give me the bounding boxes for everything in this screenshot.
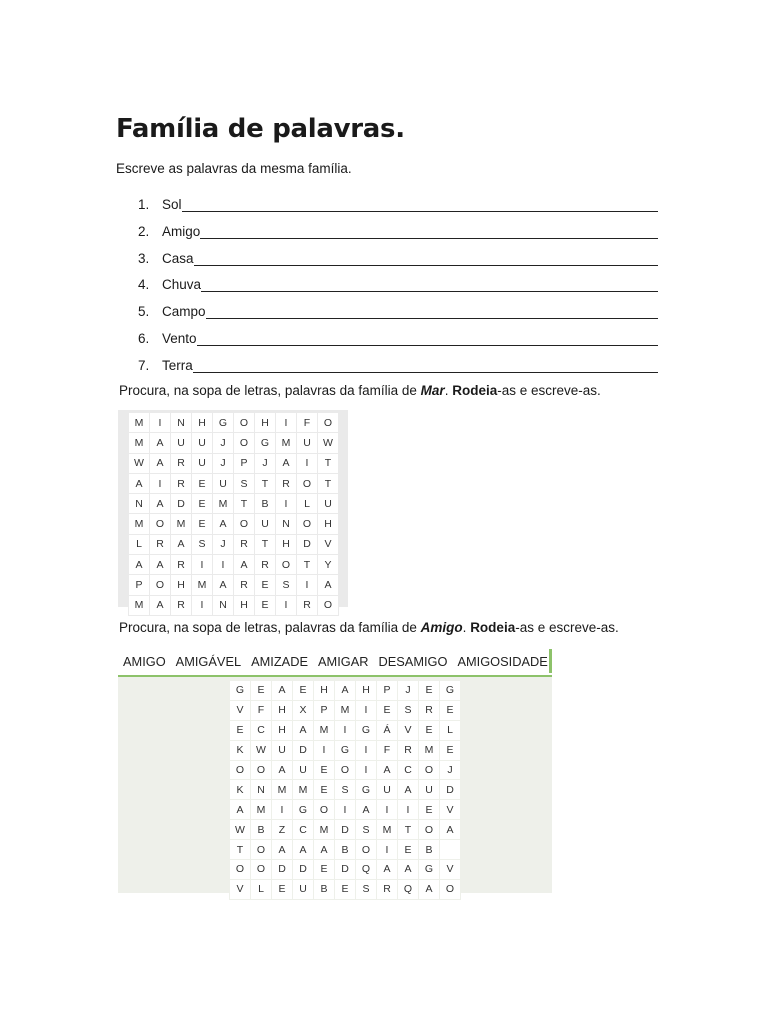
letter-cell[interactable]: E — [272, 879, 293, 899]
letter-cell[interactable]: T — [234, 494, 255, 514]
letter-cell[interactable]: O — [297, 514, 318, 534]
grid-row — [230, 681, 461, 701]
grid-row — [129, 575, 339, 595]
letter-cell[interactable]: Q — [398, 879, 419, 899]
letter-cell[interactable] — [440, 840, 461, 860]
letter-cell[interactable]: O — [318, 413, 339, 433]
letter-cell[interactable]: F — [377, 740, 398, 760]
letter-cell[interactable]: R — [377, 879, 398, 899]
letter-cell[interactable]: O — [297, 473, 318, 493]
letter-cell[interactable]: C — [251, 720, 272, 740]
letter-cell[interactable]: A — [129, 555, 150, 575]
letter-cell[interactable]: O — [314, 800, 335, 820]
list-item-word: Chuva — [162, 277, 202, 293]
grid-row — [230, 860, 461, 880]
grid-row — [230, 800, 461, 820]
letter-cell[interactable]: D — [297, 534, 318, 554]
letter-cell[interactable]: G — [255, 433, 276, 453]
letter-cell[interactable]: T — [398, 820, 419, 840]
page-title: Família de palavras. — [116, 114, 405, 144]
letter-cell[interactable]: B — [314, 879, 335, 899]
answer-line[interactable] — [194, 251, 658, 266]
letter-cell[interactable]: N — [213, 595, 234, 615]
letter-cell[interactable]: O — [318, 595, 339, 615]
letter-cell[interactable]: O — [251, 840, 272, 860]
letter-cell[interactable]: R — [150, 534, 171, 554]
grid-row — [129, 494, 339, 514]
letter-cell[interactable]: N — [251, 780, 272, 800]
letter-cell[interactable]: A — [314, 840, 335, 860]
letter-cell[interactable]: A — [171, 534, 192, 554]
letter-cell[interactable]: O — [230, 860, 251, 880]
word-bank-edge — [549, 649, 552, 673]
letter-cell[interactable]: O — [419, 760, 440, 780]
letter-cell[interactable]: R — [297, 595, 318, 615]
letter-cell[interactable]: E — [419, 720, 440, 740]
letter-cell[interactable]: I — [192, 555, 213, 575]
letter-cell[interactable]: A — [398, 860, 419, 880]
grid-row — [230, 700, 461, 720]
letter-cell[interactable]: A — [150, 433, 171, 453]
letter-cell[interactable]: V — [398, 720, 419, 740]
letter-cell[interactable]: G — [213, 413, 234, 433]
list-item-number: 2. — [138, 223, 150, 239]
letter-cell[interactable]: P — [129, 575, 150, 595]
letter-cell[interactable]: A — [318, 575, 339, 595]
word-bank-item: AMIGÁVEL — [175, 653, 242, 669]
letter-cell[interactable]: E — [192, 494, 213, 514]
letter-cell[interactable]: B — [251, 820, 272, 840]
letter-grid-mar — [128, 412, 339, 616]
letter-cell[interactable]: O — [251, 860, 272, 880]
letter-cell[interactable]: G — [335, 740, 356, 760]
word-search-amigo — [118, 647, 552, 896]
answer-line[interactable] — [197, 331, 658, 346]
letter-cell[interactable]: A — [419, 879, 440, 899]
list-item — [138, 304, 658, 331]
grid-row — [230, 740, 461, 760]
list-item-number: 7. — [138, 357, 150, 373]
letter-cell[interactable]: T — [255, 473, 276, 493]
letter-cell[interactable]: A — [293, 720, 314, 740]
letter-cell[interactable]: O — [234, 433, 255, 453]
answer-line[interactable] — [206, 304, 658, 319]
grid-row — [129, 413, 339, 433]
letter-cell[interactable]: E — [440, 740, 461, 760]
letter-cell[interactable]: G — [440, 681, 461, 701]
letter-cell[interactable]: R — [171, 555, 192, 575]
letter-cell[interactable]: E — [255, 595, 276, 615]
letter-cell[interactable]: V — [440, 860, 461, 880]
letter-cell[interactable]: E — [419, 800, 440, 820]
letter-cell[interactable]: O — [234, 413, 255, 433]
word-bank-item: AMIGAR — [318, 653, 369, 669]
letter-cell[interactable]: Z — [272, 820, 293, 840]
letter-cell[interactable]: R — [419, 700, 440, 720]
letter-cell[interactable]: H — [234, 595, 255, 615]
letter-cell[interactable]: P — [234, 453, 255, 473]
letter-cell[interactable]: A — [276, 453, 297, 473]
letter-cell[interactable]: L — [440, 720, 461, 740]
letter-cell[interactable]: I — [398, 800, 419, 820]
letter-cell[interactable]: R — [234, 534, 255, 554]
letter-cell[interactable]: T — [297, 555, 318, 575]
letter-cell[interactable]: O — [335, 760, 356, 780]
letter-cell[interactable]: A — [272, 760, 293, 780]
letter-cell[interactable]: I — [356, 700, 377, 720]
letter-cell[interactable]: G — [230, 681, 251, 701]
letter-cell[interactable]: W — [318, 433, 339, 453]
list-item-number: 4. — [138, 277, 150, 293]
letter-cell[interactable]: E — [377, 700, 398, 720]
letter-cell[interactable]: I — [377, 800, 398, 820]
letter-cell[interactable]: R — [398, 740, 419, 760]
letter-cell[interactable]: M — [129, 413, 150, 433]
letter-cell[interactable]: O — [230, 760, 251, 780]
letter-cell[interactable]: I — [276, 413, 297, 433]
letter-cell[interactable]: S — [276, 575, 297, 595]
letter-cell[interactable]: O — [419, 820, 440, 840]
letter-cell[interactable]: E — [255, 575, 276, 595]
letter-cell[interactable]: H — [276, 534, 297, 554]
letter-cell[interactable]: A — [230, 800, 251, 820]
letter-cell[interactable]: H — [255, 413, 276, 433]
letter-cell[interactable]: U — [171, 433, 192, 453]
letter-cell[interactable]: T — [318, 473, 339, 493]
letter-cell[interactable]: U — [293, 760, 314, 780]
letter-cell[interactable]: D — [272, 860, 293, 880]
letter-cell[interactable]: U — [192, 453, 213, 473]
letter-cell[interactable]: I — [276, 595, 297, 615]
letter-cell[interactable]: D — [171, 494, 192, 514]
letter-cell[interactable]: U — [318, 494, 339, 514]
letter-cell[interactable]: G — [293, 800, 314, 820]
letter-cell[interactable]: B — [419, 840, 440, 860]
letter-cell[interactable]: O — [150, 514, 171, 534]
letter-cell[interactable]: M — [314, 820, 335, 840]
answer-line[interactable] — [193, 358, 658, 373]
letter-cell[interactable]: E — [192, 473, 213, 493]
instruction-amigo: Procura, na sopa de letras, palavras da família de Amigo. Rodeia-as e escreve-as. — [119, 620, 619, 635]
letter-cell[interactable]: E — [230, 720, 251, 740]
grid-row — [129, 534, 339, 554]
letter-cell[interactable]: W — [129, 453, 150, 473]
letter-cell[interactable]: E — [314, 860, 335, 880]
letter-cell[interactable]: M — [251, 800, 272, 820]
letter-cell[interactable]: A — [377, 760, 398, 780]
word-bank-item: DESAMIGO — [378, 653, 448, 669]
letter-cell[interactable]: U — [192, 433, 213, 453]
letter-cell[interactable]: A — [272, 840, 293, 860]
letter-cell[interactable]: N — [276, 514, 297, 534]
list-item — [138, 197, 658, 224]
letter-cell[interactable]: L — [297, 494, 318, 514]
letter-cell[interactable]: M — [293, 780, 314, 800]
letter-cell[interactable]: B — [335, 840, 356, 860]
letter-cell[interactable]: M — [192, 575, 213, 595]
letter-cell[interactable]: V — [230, 700, 251, 720]
letter-cell[interactable]: H — [272, 700, 293, 720]
letter-cell[interactable]: B — [255, 494, 276, 514]
word-bank-item: AMIZADE — [251, 653, 308, 669]
letter-cell[interactable]: J — [255, 453, 276, 473]
letter-cell[interactable]: S — [398, 700, 419, 720]
letter-cell[interactable]: A — [150, 494, 171, 514]
letter-cell[interactable]: O — [440, 879, 461, 899]
letter-cell[interactable]: D — [335, 820, 356, 840]
letter-cell[interactable]: M — [335, 700, 356, 720]
letter-cell[interactable]: M — [171, 514, 192, 534]
letter-cell[interactable]: M — [129, 595, 150, 615]
letter-cell[interactable]: U — [297, 433, 318, 453]
list-item-word: Amigo — [162, 223, 201, 239]
letter-cell[interactable]: A — [398, 780, 419, 800]
letter-cell[interactable]: D — [335, 860, 356, 880]
letter-cell[interactable]: E — [251, 681, 272, 701]
letter-cell[interactable]: D — [293, 740, 314, 760]
grid-row — [129, 473, 339, 493]
grid-row — [129, 595, 339, 615]
letter-cell[interactable]: F — [251, 700, 272, 720]
letter-cell[interactable]: W — [251, 740, 272, 760]
letter-cell[interactable]: S — [234, 473, 255, 493]
letter-cell[interactable]: H — [356, 681, 377, 701]
answer-line[interactable] — [201, 277, 658, 292]
letter-cell[interactable]: P — [377, 681, 398, 701]
list-item — [138, 277, 658, 304]
letter-cell[interactable]: H — [318, 514, 339, 534]
letter-cell[interactable]: M — [419, 740, 440, 760]
letter-cell[interactable]: J — [213, 433, 234, 453]
letter-cell[interactable]: M — [272, 780, 293, 800]
letter-cell[interactable]: R — [276, 473, 297, 493]
letter-cell[interactable]: E — [314, 760, 335, 780]
letter-cell[interactable]: A — [356, 800, 377, 820]
letter-cell[interactable]: G — [419, 860, 440, 880]
letter-cell[interactable]: A — [335, 681, 356, 701]
word-bank-bar — [118, 647, 552, 677]
letter-cell[interactable]: X — [293, 700, 314, 720]
letter-cell[interactable]: A — [440, 820, 461, 840]
letter-cell[interactable]: I — [297, 575, 318, 595]
letter-cell[interactable]: K — [230, 780, 251, 800]
letter-cell[interactable]: I — [276, 494, 297, 514]
letter-cell[interactable]: U — [419, 780, 440, 800]
list-item-word: Sol — [162, 197, 182, 212]
letter-cell[interactable]: E — [314, 780, 335, 800]
list-item-number: 3. — [138, 250, 150, 266]
letter-cell[interactable]: Q — [356, 860, 377, 880]
letter-cell[interactable]: U — [293, 879, 314, 899]
word-family-list — [138, 197, 658, 385]
letter-grid-amigo — [229, 680, 461, 900]
grid-row — [230, 820, 461, 840]
letter-cell[interactable]: H — [192, 413, 213, 433]
subtitle: Escreve as palavras da mesma família. — [116, 161, 352, 176]
letter-cell[interactable]: E — [335, 879, 356, 899]
grid-row — [129, 514, 339, 534]
letter-cell[interactable]: A — [377, 860, 398, 880]
letter-cell[interactable]: I — [356, 760, 377, 780]
letter-cell[interactable]: I — [377, 840, 398, 860]
letter-cell[interactable]: A — [150, 555, 171, 575]
letter-cell[interactable]: W — [230, 820, 251, 840]
letter-cell[interactable]: A — [213, 514, 234, 534]
letter-cell[interactable]: M — [314, 720, 335, 740]
letter-cell[interactable]: E — [419, 681, 440, 701]
letter-cell[interactable]: V — [318, 534, 339, 554]
letter-cell[interactable]: H — [171, 575, 192, 595]
list-item-number: 6. — [138, 330, 150, 346]
letter-cell[interactable]: H — [272, 720, 293, 740]
grid-row — [230, 840, 461, 860]
letter-cell[interactable]: I — [335, 800, 356, 820]
list-item — [138, 331, 658, 358]
letter-cell[interactable]: U — [255, 514, 276, 534]
grid-row — [129, 453, 339, 473]
letter-cell[interactable]: A — [150, 595, 171, 615]
letter-cell[interactable]: S — [192, 534, 213, 554]
letter-cell[interactable]: I — [192, 595, 213, 615]
list-item-number: 5. — [138, 304, 150, 320]
letter-cell[interactable]: J — [213, 534, 234, 554]
letter-cell[interactable]: Y — [318, 555, 339, 575]
letter-cell[interactable]: O — [276, 555, 297, 575]
letter-cell[interactable]: A — [150, 453, 171, 473]
letter-cell[interactable]: M — [377, 820, 398, 840]
letter-cell[interactable]: I — [150, 473, 171, 493]
word-bank-item: AMIGOSIDADE — [457, 653, 548, 669]
letter-cell[interactable]: E — [192, 514, 213, 534]
letter-cell[interactable]: M — [213, 494, 234, 514]
letter-cell[interactable]: F — [297, 413, 318, 433]
letter-cell[interactable]: M — [276, 433, 297, 453]
letter-cell[interactable]: E — [293, 681, 314, 701]
letter-cell[interactable]: I — [213, 555, 234, 575]
answer-line[interactable] — [182, 197, 658, 212]
letter-cell[interactable]: T — [318, 453, 339, 473]
answer-line[interactable] — [200, 224, 658, 239]
list-item-number: 1. — [138, 197, 150, 212]
letter-cell[interactable]: M — [129, 433, 150, 453]
grid-row — [230, 720, 461, 740]
letter-cell[interactable]: T — [230, 840, 251, 860]
letter-cell[interactable]: P — [314, 700, 335, 720]
letter-cell[interactable]: S — [356, 820, 377, 840]
letter-cell[interactable]: R — [171, 453, 192, 473]
letter-cell[interactable]: A — [293, 840, 314, 860]
letter-cell[interactable]: S — [335, 780, 356, 800]
letter-cell[interactable]: D — [293, 860, 314, 880]
letter-cell[interactable]: V — [230, 879, 251, 899]
letter-cell[interactable]: U — [272, 740, 293, 760]
letter-cell[interactable]: A — [129, 473, 150, 493]
letter-cell[interactable]: C — [398, 760, 419, 780]
letter-cell[interactable]: T — [255, 534, 276, 554]
letter-cell[interactable]: S — [356, 879, 377, 899]
grid-row — [230, 780, 461, 800]
letter-cell[interactable]: J — [440, 760, 461, 780]
letter-cell[interactable]: N — [129, 494, 150, 514]
letter-cell[interactable]: I — [356, 740, 377, 760]
letter-cell[interactable]: J — [398, 681, 419, 701]
list-item-word: Campo — [162, 304, 206, 320]
grid-row — [129, 433, 339, 453]
letter-cell[interactable]: V — [440, 800, 461, 820]
word-search-mar — [118, 410, 348, 612]
letter-cell[interactable]: I — [335, 720, 356, 740]
word-bank-item: AMIGO — [123, 653, 166, 669]
instruction-mar: Procura, na sopa de letras, palavras da família de Mar. Rodeia-as e escreve-as. — [119, 383, 601, 398]
grid-row — [129, 555, 339, 575]
letter-cell[interactable]: R — [171, 473, 192, 493]
letter-cell[interactable]: U — [213, 473, 234, 493]
letter-cell[interactable]: A — [213, 575, 234, 595]
letter-cell[interactable]: L — [251, 879, 272, 899]
list-item-word: Terra — [162, 357, 193, 373]
letter-cell[interactable]: I — [314, 740, 335, 760]
list-item — [138, 358, 658, 385]
letter-cell[interactable]: C — [293, 820, 314, 840]
letter-cell[interactable]: R — [255, 555, 276, 575]
letter-cell[interactable]: E — [440, 700, 461, 720]
grid-row — [230, 879, 461, 899]
letter-cell[interactable]: K — [230, 740, 251, 760]
letter-cell[interactable]: R — [171, 595, 192, 615]
letter-cell[interactable]: G — [356, 780, 377, 800]
grid-row — [230, 760, 461, 780]
letter-cell[interactable]: M — [129, 514, 150, 534]
letter-cell[interactable]: H — [314, 681, 335, 701]
list-item — [138, 224, 658, 251]
letter-cell[interactable]: O — [356, 840, 377, 860]
letter-cell[interactable]: O — [234, 514, 255, 534]
letter-cell[interactable]: D — [440, 780, 461, 800]
letter-cell[interactable]: N — [171, 413, 192, 433]
letter-cell[interactable]: Á — [377, 720, 398, 740]
letter-cell[interactable]: U — [377, 780, 398, 800]
list-item-word: Vento — [162, 330, 197, 346]
letter-cell[interactable]: G — [356, 720, 377, 740]
letter-cell[interactable]: R — [234, 575, 255, 595]
list-item — [138, 251, 658, 278]
letter-cell[interactable]: A — [272, 681, 293, 701]
letter-cell[interactable]: J — [213, 453, 234, 473]
letter-cell[interactable]: O — [150, 575, 171, 595]
letter-cell[interactable]: L — [129, 534, 150, 554]
letter-cell[interactable]: I — [272, 800, 293, 820]
letter-cell[interactable]: I — [150, 413, 171, 433]
letter-cell[interactable]: I — [297, 453, 318, 473]
letter-cell[interactable]: O — [251, 760, 272, 780]
letter-cell[interactable]: E — [398, 840, 419, 860]
letter-cell[interactable]: A — [234, 555, 255, 575]
list-item-word: Casa — [162, 250, 194, 266]
